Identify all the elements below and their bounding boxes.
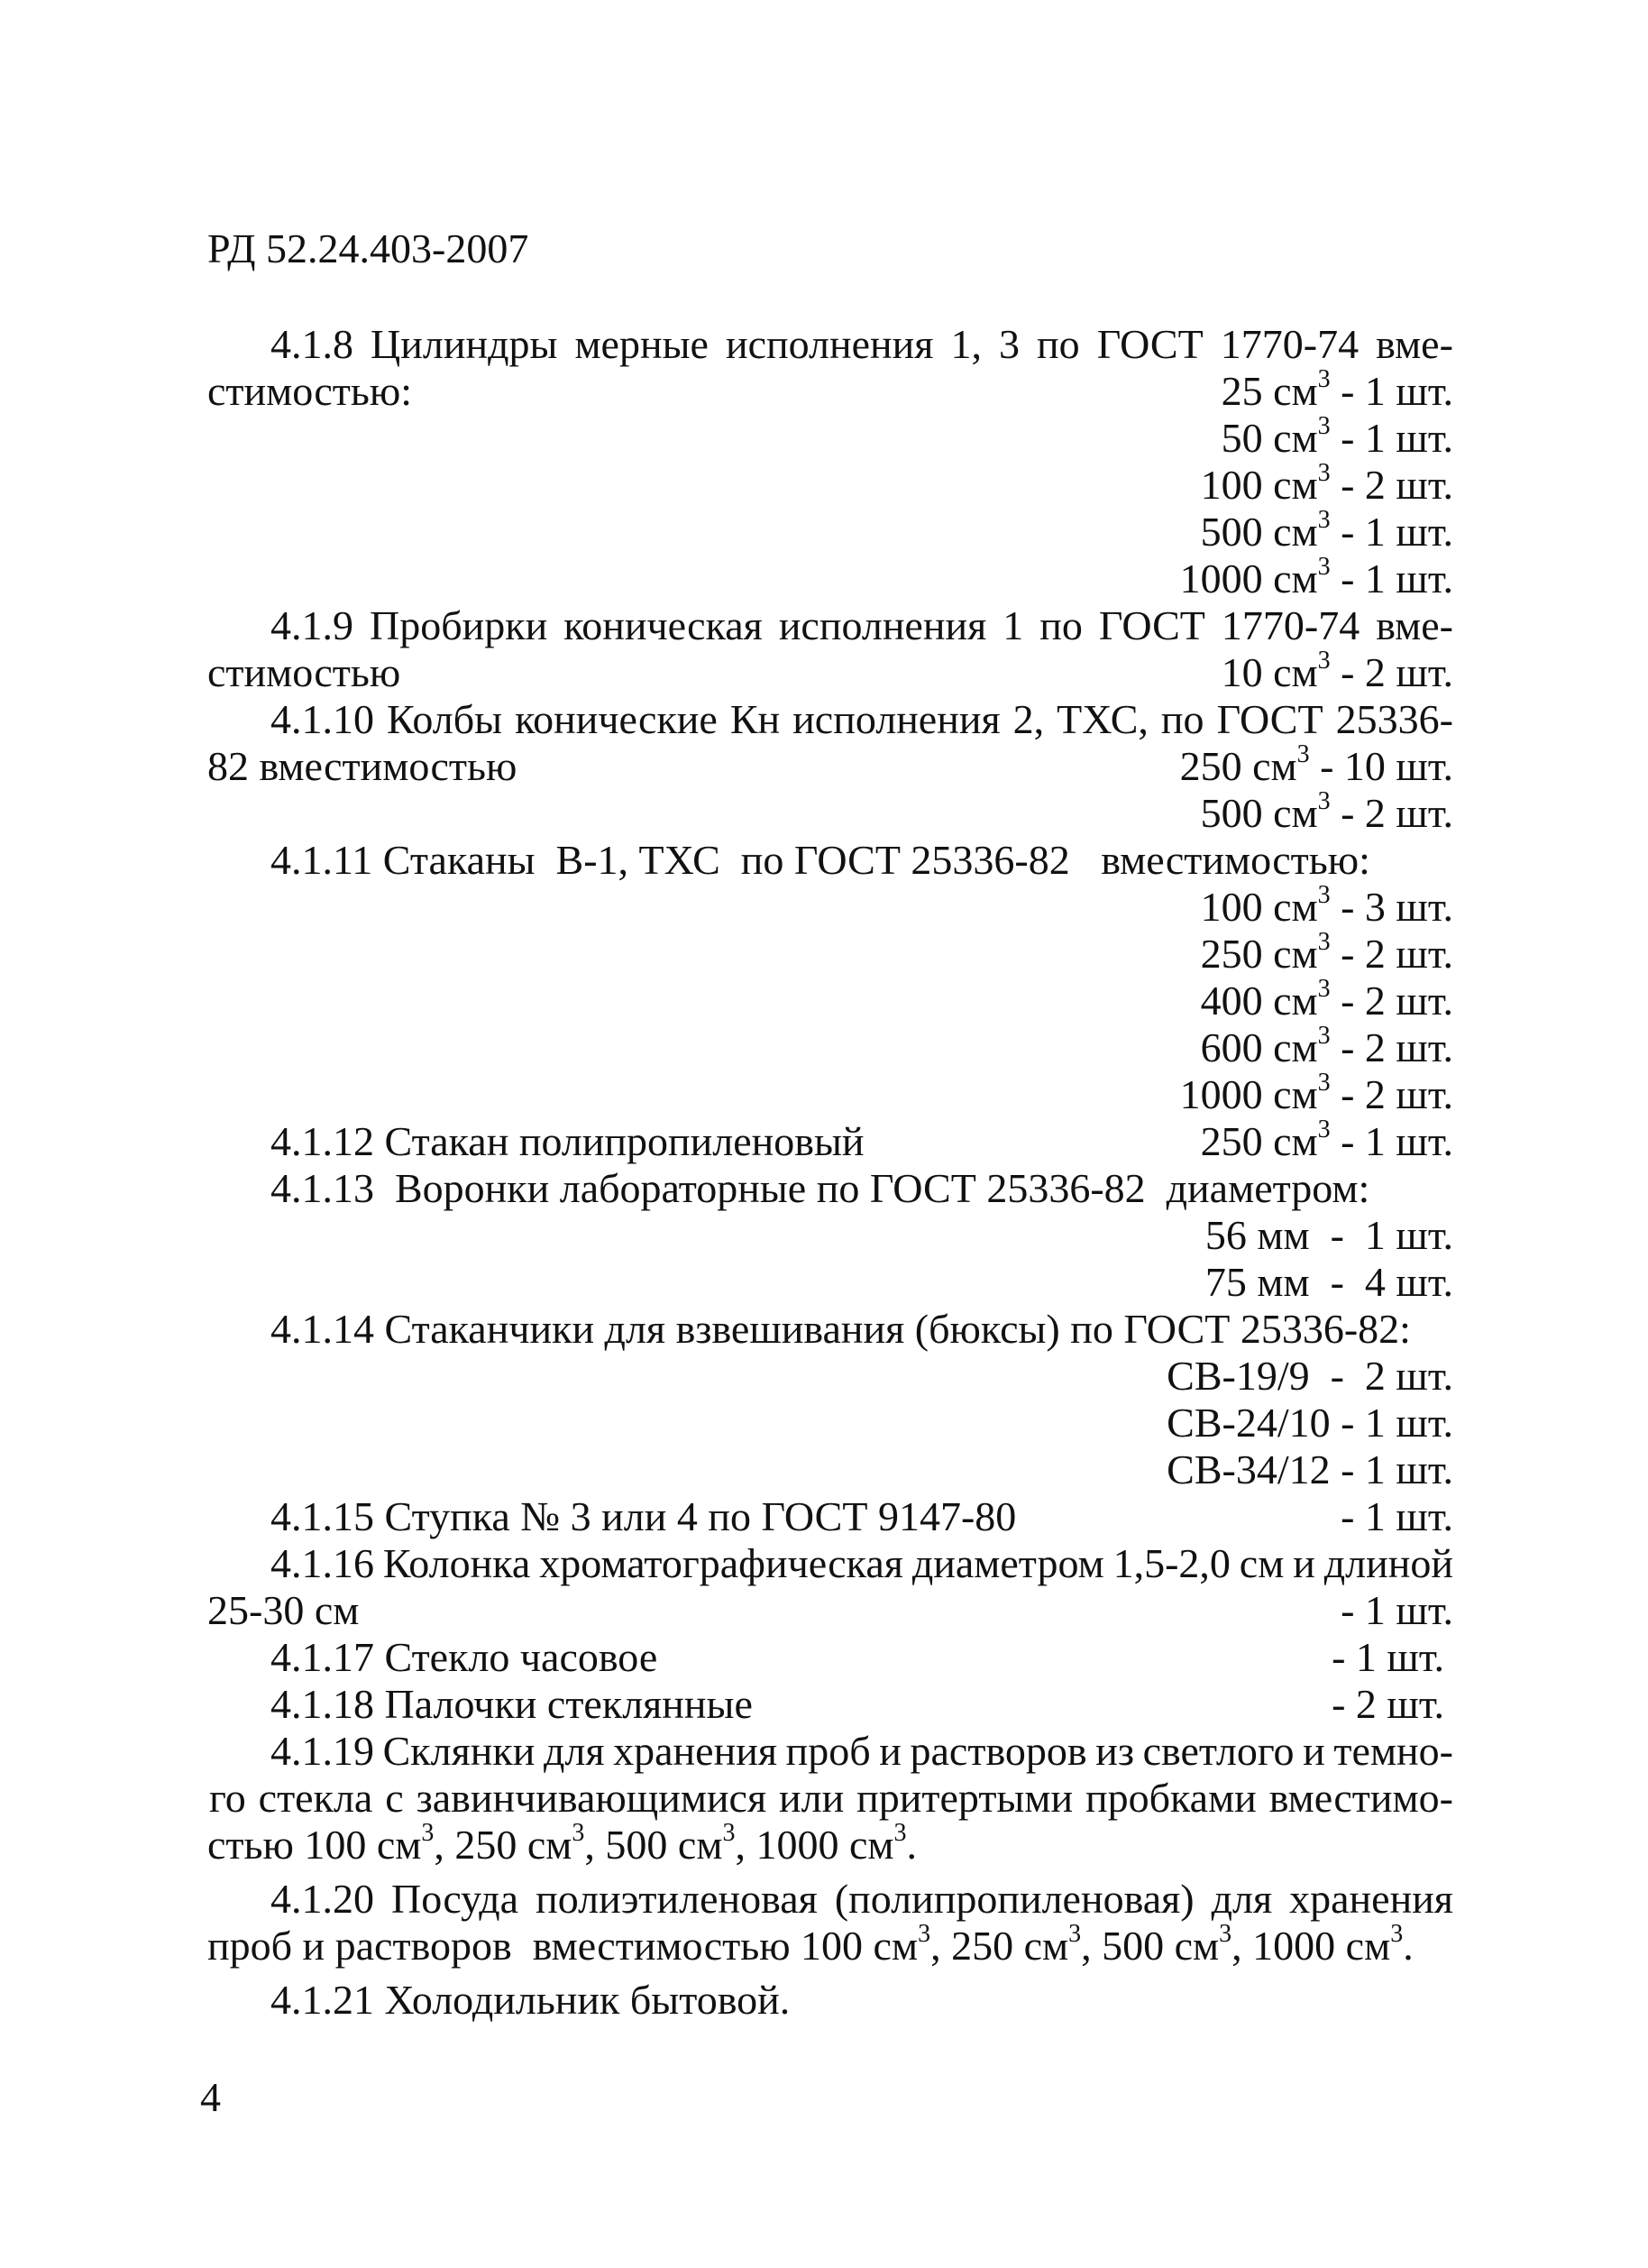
word: 1,5-2,0 [1112,1540,1231,1586]
word: Колбы [387,696,503,742]
quantity: 1000 $см^3 - 1$ шт. [1179,553,1453,601]
word: исполнения [778,602,987,648]
word: Цилиндры [371,321,558,367]
word: проб [785,1728,871,1774]
quantity: 50 $см^3 - 1$ шт. [1221,412,1453,461]
quantity: 100 $см^3 - 3$ шт. [1200,881,1453,930]
word: хранения [1289,1876,1453,1922]
item-label: 25-30 см [207,1587,360,1633]
word: из [1095,1728,1134,1774]
justified-line [270,321,1453,368]
word: растворов [910,1728,1087,1774]
quantity: СВ-24/10 - 1 шт. [1167,1400,1453,1446]
word: и [1303,1728,1325,1774]
word: хранения [613,1728,777,1774]
word: 3 [998,321,1020,367]
word: и [1293,1540,1315,1586]
item-text: 4.1.12 Стакан полипропиленовый [270,1118,865,1164]
word: Посуда [391,1876,519,1922]
word: вме- [1376,602,1453,648]
word: Пробирки [370,602,548,648]
quantity: - 1 шт. [1341,1493,1453,1539]
item-label: стимостью: [207,368,413,414]
quantity: 250 $см^3 - 2$ шт. [1200,928,1453,977]
item-text: 4.1.18 Палочки стеклянные [270,1681,753,1727]
quantity: 250 $см^3 - 1$ шт. [1200,1116,1453,1164]
word: диаметром [911,1540,1104,1586]
quantity: 100 $см^3 - 2$ шт. [1200,459,1453,508]
word: 1770-74 [1220,321,1360,367]
item-text: 4.1.15 Ступка № 3 или 4 по ГОСТ 9147-80 [270,1493,1017,1539]
word: притертыми [856,1775,1074,1821]
item-text: 4.1.14 Стаканчики для взвешивания (бюксы) по ГОСТ 25336-82: [270,1306,1411,1352]
item-text: стью 100 $см^3$, 250 $см^3$, 500 $см^3$, 1000 $см^3$. [207,1819,917,1868]
justified-line [270,1540,1453,1587]
word: 4.1.8 [270,321,353,367]
quantity: 56 мм - 1 шт. [1204,1212,1453,1258]
word: 4.1.16 [270,1540,374,1586]
justified-line [270,1876,1453,1923]
justified-line [270,602,1453,649]
quantity: СВ-19/9 - 2 шт. [1167,1353,1453,1399]
word: Кн [729,696,781,742]
item-label: стимостью [207,649,401,695]
word: (полипропиленовая) [834,1876,1195,1922]
word: пробками [1085,1775,1257,1821]
word: светлого [1142,1728,1295,1774]
quantity: 600 $см^3 - 2$ шт. [1200,1022,1453,1070]
word: см [1239,1540,1285,1586]
word: вме- [1376,321,1453,367]
word: вместимо- [1268,1775,1453,1821]
word: и [879,1728,902,1774]
word: хроматографическая [539,1540,903,1586]
word: для [1211,1876,1273,1922]
word: коническая [563,602,763,648]
word: стекла [258,1775,373,1821]
justified-line [209,1775,1453,1822]
quantity: - 2 шт. [1332,1681,1444,1727]
quantity: 400 $см^3 - 2$ шт. [1200,975,1453,1024]
quantity: 500 $см^3 - 2$ шт. [1200,787,1453,836]
word: Склянки [382,1728,536,1774]
quantity: 500 $см^3 - 1$ шт. [1200,506,1453,555]
word: ГОСТ [1098,602,1205,648]
word: для [543,1728,605,1774]
word: 4.1.10 [270,696,374,742]
item-text: 4.1.21 Холодильник бытовой. [270,1977,791,2023]
word: 2, [1012,696,1045,742]
word: по [1037,321,1080,367]
word: 4.1.20 [270,1876,374,1922]
word: 1 [1003,602,1024,648]
item-text: проб и растворов вместимостью 100 $см^3$, 250 $см^3$, 500 $см^3$, 1000 $см^3$. [207,1920,1414,1969]
item-label: 82 вместимостью [207,743,517,789]
word: 1, [950,321,982,367]
quantity: 1000 $см^3 - 2$ шт. [1179,1069,1453,1117]
word: полиэтиленовая [536,1876,818,1922]
word: конические [515,696,718,742]
word: ГОСТ [1096,321,1204,367]
page-number: 4 [200,2074,221,2120]
quantity: 250 $см^3 - 10$ шт. [1179,740,1453,789]
quantity: СВ-34/12 - 1 шт. [1167,1446,1453,1492]
word: исполнения [725,321,934,367]
word: Колонка [382,1540,531,1586]
justified-line [270,1728,1453,1775]
quantity: - 1 шт. [1341,1587,1453,1633]
word: ТХС, [1057,696,1149,742]
item-text: 4.1.13 Воронки лабораторные по ГОСТ 25336-82 диаметром: [270,1165,1370,1211]
quantity: 75 мм - 4 шт. [1204,1259,1453,1305]
word: 1770-74 [1221,602,1360,648]
word: исполнения [792,696,1001,742]
item-text: 4.1.17 Стекло часовое [270,1634,658,1680]
quantity: 25 $см^3 - 1$ шт. [1221,365,1453,414]
word: мерные [574,321,709,367]
word: го [209,1775,246,1821]
word: 25336- [1335,696,1453,742]
word: с [385,1775,404,1821]
word: 4.1.19 [270,1728,374,1774]
word: темно- [1333,1728,1453,1774]
word: ГОСТ [1216,696,1323,742]
item-text: 4.1.11 Стаканы В-1, ТХС по ГОСТ 25336-82 вместимостью: [270,837,1370,883]
justified-line [270,696,1453,743]
word: 4.1.9 [270,602,353,648]
word: или [779,1775,845,1821]
word: по [1039,602,1083,648]
word: по [1160,696,1204,742]
quantity: - 1 шт. [1332,1634,1444,1680]
word: завинчивающимися [416,1775,767,1821]
quantity: 10 $см^3 - 2$ шт. [1221,647,1453,695]
word: длиной [1323,1540,1453,1586]
doc-code: РД 52.24.403-2007 [207,225,529,271]
